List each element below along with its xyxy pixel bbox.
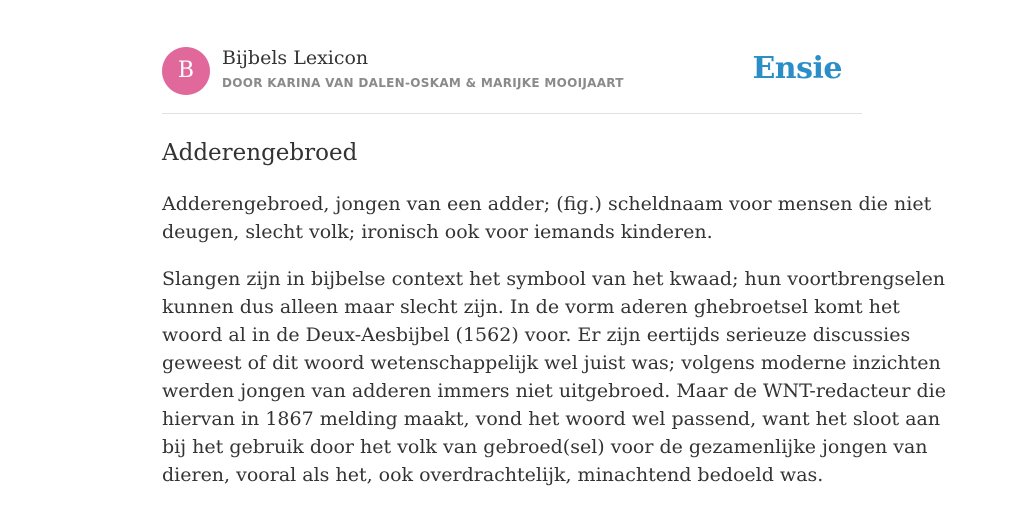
text-line: kunnen dus alleen maar slecht zijn. In de vorm aderen ghebroetsel komt het [162,296,900,318]
text-line: bij het gebruik door het volk van gebroed(sel) voor de gezamenlijke jongen van [162,436,928,458]
text-line: dieren, vooral als het, ook overdrachtelijk, minachtend bedoeld was. [162,464,824,486]
text-line: Slangen zijn in bijbelse context het symbool van het kwaad; hun voortbrengselen [162,268,946,290]
text-line: hiervan in 1867 melding maakt, vond het woord wel passend, want het sloot aan [162,408,941,430]
entry-title: Adderengebroed [162,140,358,166]
avatar[interactable]: B [162,47,210,95]
entry-body [162,190,947,508]
text-line: werden jongen van adderen immers niet uitgebroed. Maar de WNT-redacteur die [162,380,947,402]
brand-logo[interactable]: Ensie [752,51,842,86]
text-line: Adderengebroed, jongen van een adder; (fig.) scheldnaam voor mensen die niet [162,193,932,215]
paragraph-explanation [162,265,947,489]
header [162,46,862,96]
divider [162,113,862,114]
paragraph-definition [162,190,932,246]
byline: DOOR KARINA VAN DALEN-OSKAM & MARIJKE MOOIJAART [222,76,624,90]
text-line: deugen, slecht volk; ironisch ook voor iemands kinderen. [162,221,713,243]
text-line: woord al in de Deux-Aesbijbel (1562) voor. Er zijn eertijds serieuze discussies [162,324,911,346]
lexicon-title[interactable]: Bijbels Lexicon [222,47,369,69]
text-line: geweest of dit woord wetenschappelijk wel juist was; volgens moderne inzichten [162,352,941,374]
